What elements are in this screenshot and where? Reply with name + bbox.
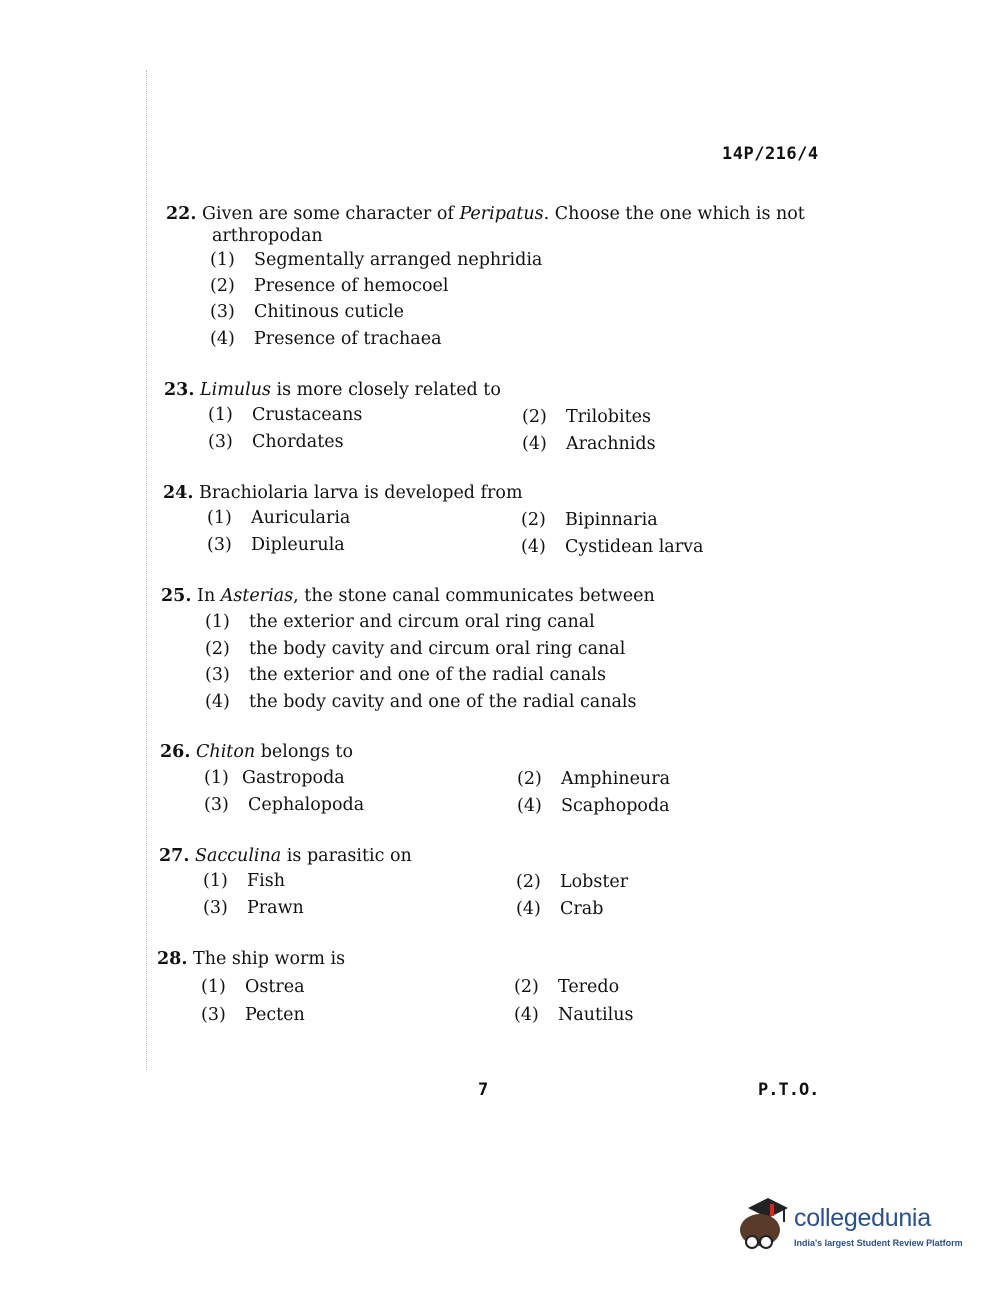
question-28 — [157, 948, 345, 970]
option: (1) Segmentally arranged nephridia — [210, 250, 543, 270]
brand-name: collegedunia — [794, 1204, 931, 1232]
question-stem: The ship worm is — [193, 949, 346, 969]
question-stem-line2: arthropodan — [212, 226, 323, 246]
option: (2) Lobster — [516, 872, 629, 892]
option: (4) Scaphopoda — [517, 796, 670, 816]
question-stem: Chiton belongs to — [196, 742, 353, 762]
option: (3) Cephalopoda — [204, 795, 365, 815]
option: (1) Crustaceans — [208, 405, 363, 425]
question-stem: In Asterias, the stone canal communicates between — [197, 586, 655, 606]
brand-tagline: India's largest Student Review Platform — [794, 1238, 963, 1248]
question-stem: Limulus is more closely related to — [200, 380, 501, 400]
question-number: 27. — [159, 846, 190, 866]
question-25 — [161, 585, 655, 607]
page-number: 7 — [478, 1080, 489, 1100]
option: (4) Arachnids — [522, 434, 656, 454]
option: (3) Pecten — [201, 1005, 305, 1025]
question-22 — [166, 203, 846, 247]
option: (4) Cystidean larva — [521, 537, 704, 557]
mascot-logo-icon — [734, 1196, 792, 1258]
option: (3) the exterior and one of the radial canals — [205, 665, 606, 685]
option: (1) the exterior and circum oral ring canal — [205, 612, 595, 632]
question-stem: Sacculina is parasitic on — [195, 846, 412, 866]
collegedunia-watermark — [734, 1196, 964, 1258]
option: (3) Chitinous cuticle — [210, 302, 404, 322]
option: (4) Nautilus — [514, 1005, 634, 1025]
option: (4) Crab — [516, 899, 604, 919]
option: (2) Presence of hemocoel — [210, 276, 449, 296]
option: (2) Trilobites — [522, 407, 651, 427]
option: (2) Teredo — [514, 977, 620, 997]
question-stem: Given are some character of Peripatus. Choose the one which is not — [202, 204, 805, 224]
question-number: 26. — [160, 742, 191, 762]
option: (4) the body cavity and one of the radial canals — [205, 692, 637, 712]
question-number: 25. — [161, 586, 192, 606]
option: (2) the body cavity and circum oral ring canal — [205, 639, 626, 659]
question-number: 28. — [157, 949, 188, 969]
option: (1) Auricularia — [207, 508, 351, 528]
option: (1) Ostrea — [201, 977, 305, 997]
option: (3) Dipleurula — [207, 535, 345, 555]
option: (2) Bipinnaria — [521, 510, 658, 530]
question-stem: Brachiolaria larva is developed from — [199, 483, 523, 503]
option: (2) Amphineura — [517, 769, 670, 789]
question-26 — [160, 741, 353, 763]
left-margin-rule — [146, 70, 147, 1070]
question-24 — [163, 482, 523, 504]
option: (1) Gastropoda — [204, 768, 345, 788]
option: (3) Prawn — [203, 898, 304, 918]
question-23 — [164, 379, 501, 401]
option: (1) Fish — [203, 871, 285, 891]
question-number: 23. — [164, 380, 195, 400]
option: (3) Chordates — [208, 432, 344, 452]
question-27 — [159, 845, 412, 867]
pto-label: P.T.O. — [758, 1080, 820, 1100]
question-number: 22. — [166, 204, 197, 224]
paper-code: 14P/216/4 — [722, 144, 819, 164]
option: (4) Presence of trachaea — [210, 329, 442, 349]
question-number: 24. — [163, 483, 194, 503]
